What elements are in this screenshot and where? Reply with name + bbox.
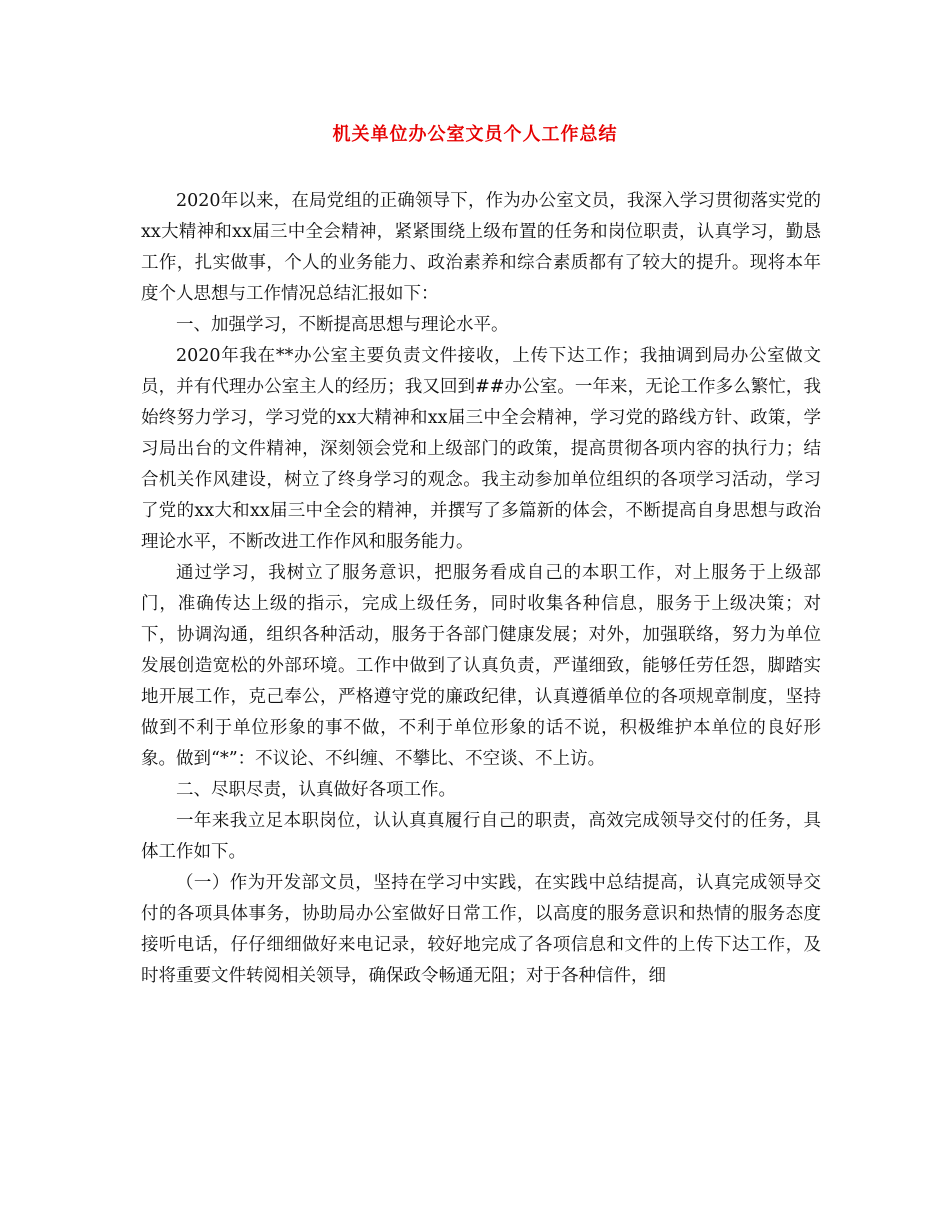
paragraph: 一年来我立足本职岗位，认认真真履行自己的职责，高效完成领导交付的任务，具体工作如下。	[141, 811, 821, 862]
section-heading: 二、尽职尽责，认真做好各项工作。	[176, 780, 456, 800]
paragraph: 2020年我在**办公室主要负责文件接收，上传下达工作；我抽调到局办公室做文员，并有代理办公室主人的经历；我又回到##办公室。一年来，无论工作多么繁忙，我始终努力学习，学习党的xx大精神和xx届三中全会精神，学习党的路线方针、政策，学习局出台的文件精神，深刻领会党和上级部门的政策，提高贯彻各项内容的执行力；结合机关作风建设，树立了终身学习的观念。我主动参加单位组织的各项学习活动，学习了党的xx大和xx届三中全会的精神，并撰写了多篇新的体会，不断提高自身思想与政治理论水平，不断改进工作作风和服务能力。	[141, 346, 821, 552]
document-body	[141, 186, 821, 992]
paragraph: （一）作为开发部文员，坚持在学习中实践，在实践中总结提高，认真完成领导交付的各项具体事务，协助局办公室做好日常工作，以高度的服务意识和热情的服务态度接听电话，仔仔细细做好来电记录，较好地完成了各项信息和文件的上传下达工作，及时将重要文件转阅相关领导，确保政令畅通无阻；对于各种信件，细	[141, 873, 821, 986]
section-heading: 一、加强学习，不断提高思想与理论水平。	[176, 315, 509, 335]
paragraph: 2020年以来，在局党组的正确领导下，作为办公室文员，我深入学习贯彻落实党的xx大精神和xx届三中全会精神，紧紧围绕上级布置的任务和岗位职责，认真学习，勤恳工作，扎实做事，个人的业务能力、政治素养和综合素质都有了较大的提升。现将本年度个人思想与工作情况总结汇报如下：	[141, 191, 821, 304]
paragraph: 通过学习，我树立了服务意识，把服务看成自己的本职工作，对上服务于上级部门，准确传达上级的指示，完成上级任务，同时收集各种信息，服务于上级决策；对下，协调沟通，组织各种活动，服务于各部门健康发展；对外，加强联络，努力为单位发展创造宽松的外部环境。工作中做到了认真负责，严谨细致，能够任劳任怨，脚踏实地开展工作，克己奉公，严格遵守党的廉政纪律，认真遵循单位的各项规章制度，坚持做到不利于单位形象的事不做，不利于单位形象的话不说，积极维护本单位的良好形象。做到“*”：不议论、不纠缠、不攀比、不空谈、不上访。	[141, 563, 821, 769]
document-title: 机关单位办公室文员个人工作总结	[332, 124, 618, 145]
